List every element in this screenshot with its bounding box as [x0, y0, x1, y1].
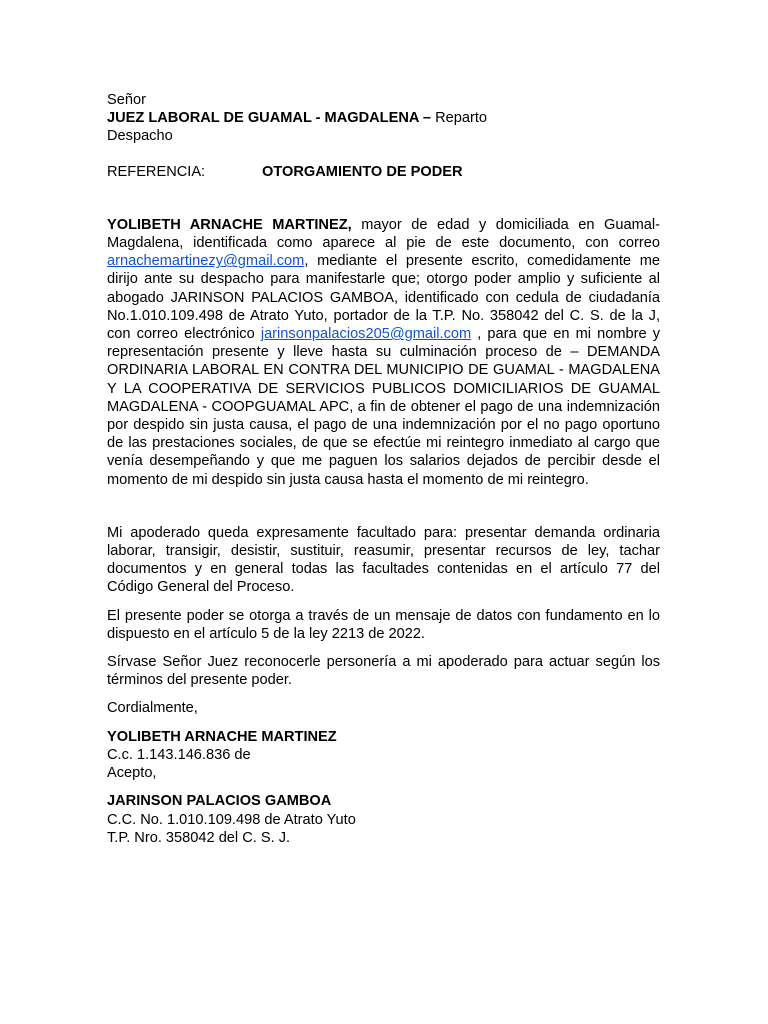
p1-text-c: , para que en mi nombre y representación presente y lleve hasta su culminación proceso de – DEMANDA ORDINARIA LABORAL EN CONTRA DEL MUNICIPIO DE GUAMAL - MAGDALENA Y LA COOPERATIVA DE SERVICIOS PUBLICOS DOMICILIARIOS DE GUAMAL MAGDALENA - COOPGUAMAL APC, a fin de obtener el pago de una indemnización por despido sin justa causa, el pago de una indemnización por el no pago oportuno de las prestaciones sociales, de que se efectúe mi reintegro inmediato al cargo que venía desempeñando y que me paguen los salarios dejados de percibir desde el momento de mi despido sin justa causa hasta el momento de mi reintegro. — [107, 326, 660, 488]
court-name: JUEZ LABORAL DE GUAMAL - MAGDALENA – — [107, 110, 432, 127]
attorney-name: JARINSON PALACIOS GAMBOA — [107, 793, 332, 810]
court-line — [107, 109, 660, 127]
attorney-tp: T.P. Nro. 358042 del C. S. J. — [107, 829, 291, 846]
reference-line — [107, 163, 660, 181]
grantor-name: YOLIBETH ARNACHE MARTINEZ — [107, 728, 337, 745]
attorney-signature-name — [107, 792, 660, 810]
body-paragraph-3: El presente poder se otorga a través de un mensaje de datos con fundamento en lo dispuesto en el artículo 5 de la ley 2213 de 2022. — [107, 607, 660, 642]
attorney-email-link[interactable]: jarinsonpalacios205@gmail.com — [260, 326, 472, 343]
reparto-text: Reparto — [431, 110, 488, 127]
grantor-name-inline: YOLIBETH ARNACHE MARTINEZ, — [107, 216, 352, 233]
p1-text-b: , mediante el presente escrito, comedidamente me dirijo ante su despacho para manifestarle que; otorgo poder amplio y suficiente al abogado JARINSON PALACIOS GAMBOA, identificado con cedula de ciudadanía No.1.010.109.498 de Atrato Yuto, portador de la T.P. No. 358042 del C. S. de la J, con correo electrónico — [107, 253, 660, 343]
body-paragraph-4: Sírvase Señor Juez reconocerle personería a mi apoderado para actuar según los términos del presente poder. — [107, 654, 660, 689]
grantor-id: C.c. 1.143.146.836 de — [107, 746, 251, 763]
reference-value: OTORGAMIENTO DE PODER — [262, 163, 463, 180]
closing: Cordialmente, — [107, 700, 198, 717]
grantor-signature-name — [107, 728, 660, 746]
acepto: Acepto, — [107, 765, 157, 782]
salutation: Señor — [107, 92, 146, 108]
despacho: Despacho — [107, 128, 173, 145]
p1-text-a: mayor de edad y domiciliada en Guamal-Magdalena, identificada como aparece al pie de este documento, con correo — [107, 216, 661, 252]
document-page — [107, 91, 660, 847]
attorney-id: C.C. No. 1.010.109.498 de Atrato Yuto — [107, 811, 356, 828]
body-paragraph-2: Mi apoderado queda expresamente facultado para: presentar demanda ordinaria laborar, transigir, desistir, sustituir, reasumir, presentar recursos de ley, tachar documentos y en general todas las facultades contenidas en el artículo 77 del Código General del Proceso. — [107, 524, 660, 596]
grantor-email-link[interactable]: arnachemartinezy@gmail.com — [107, 253, 305, 270]
reference-label: REFERENCIA: — [107, 163, 206, 180]
body-paragraph-1 — [107, 216, 660, 489]
